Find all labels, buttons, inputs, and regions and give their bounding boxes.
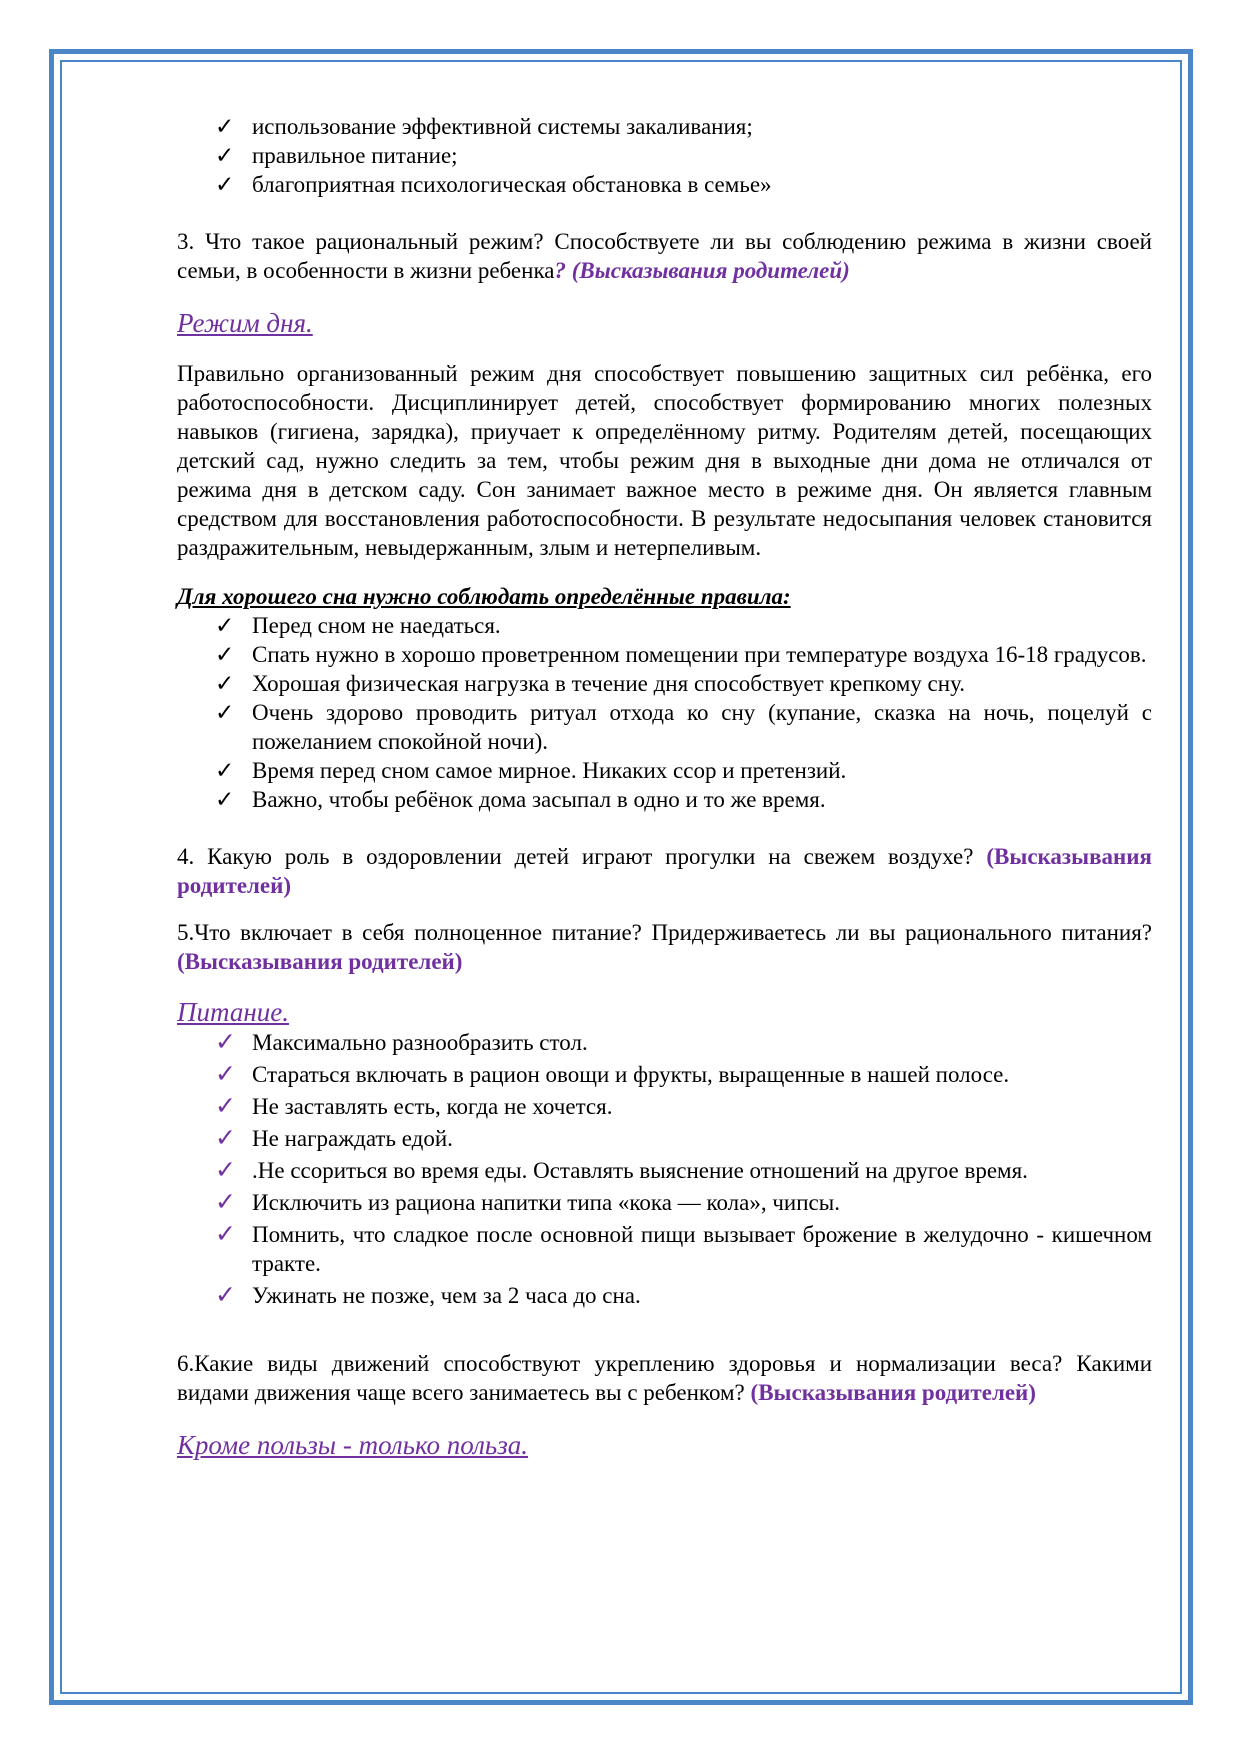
list-item: ✓ Ужинать не позже, чем за 2 часа до сна.: [215, 1282, 641, 1309]
list-item: ✓ Очень здорово проводить ритуал отхода ко сну (купание, сказка на ночь, поцелуй с пожеланием спокойной ночи).: [215, 700, 1152, 754]
sleep-rules-list: [177, 611, 1152, 814]
checkmark-icon: ✓: [215, 1221, 236, 1248]
list-item: ✓ .Не ссориться во время еды. Оставлять выяснение отношений на другое время.: [215, 1157, 1028, 1184]
checkmark-icon: ✓: [215, 1189, 236, 1216]
benefit-heading: Кроме пользы - только польза.: [177, 1430, 528, 1460]
parents-answer-label: ? (Высказывания родителей): [554, 258, 850, 283]
checkmark-icon: ✓: [215, 787, 235, 812]
checkmark-icon: ✓: [215, 1282, 236, 1309]
question-5: 5.Что включает в себя полноценное питание? Придерживаетесь ли вы рационального питания? (Высказывания родителей): [177, 920, 1152, 974]
checkmark-icon: ✓: [215, 700, 235, 725]
checkmark-icon: ✓: [215, 1157, 236, 1184]
checkmark-icon: ✓: [215, 671, 235, 696]
parents-answer-label: (Высказывания родителей): [750, 1380, 1036, 1405]
list-item: ✓ Не награждать едой.: [215, 1125, 453, 1152]
list-item: ✓ Стараться включать в рацион овощи и фрукты, выращенные в нашей полосе.: [215, 1061, 1010, 1088]
checkmark-icon: ✓: [215, 1029, 236, 1056]
checkmark-icon: ✓: [215, 143, 235, 168]
nutrition-heading: Питание.: [177, 997, 289, 1027]
list-item: ✓ Спать нужно в хорошо проветренном помещении при температуре воздуха 16-18 градусов.: [215, 642, 1147, 667]
question-6: 6.Какие виды движений способствуют укреплению здоровья и нормализации веса? Какими видами движения чаще всего занимаетесь вы с ребенком? (Высказывания родителей): [177, 1351, 1152, 1405]
nutrition-list: [177, 1028, 1152, 1310]
parents-answer-label: (Высказывания родителей): [177, 844, 1152, 898]
checkmark-icon: ✓: [215, 758, 235, 783]
question-3: 3. Что такое рациональный режим? Способствуете ли вы соблюдению режима в жизни своей семьи, в особенности в жизни ребенка? (Высказывания родителей): [177, 229, 1152, 283]
regime-heading: Режим дня.: [177, 308, 313, 338]
list-item: ✓ использование эффективной системы закаливания;: [215, 114, 753, 139]
list-item: ✓ Помнить, что сладкое после основной пищи вызывает брожение в желудочно - кишечном тракте.: [215, 1221, 1152, 1276]
checkmark-icon: ✓: [215, 1093, 236, 1120]
list-item: ✓ Максимально разнообразить стол.: [215, 1029, 588, 1056]
document-body: [177, 112, 1152, 1461]
list-item: ✓ Исключить из рациона напитки типа «кока — кола», чипсы.: [215, 1189, 840, 1216]
list-item: ✓ Важно, чтобы ребёнок дома засыпал в одно и то же время.: [215, 787, 826, 812]
question-4: 4. Какую роль в оздоровлении детей играют прогулки на свежем воздухе? (Высказывания родителей): [177, 844, 1152, 898]
list-item: ✓ Хорошая физическая нагрузка в течение дня способствует крепкому сну.: [215, 671, 966, 696]
regime-paragraph: Правильно организованный режим дня способствует повышению защитных сил ребёнка, его работоспособности. Дисциплинирует детей, способствует формированию многих полезных навыков (гигиена, зарядка), приучает к определённому ритму. Родителям детей, посещающих детский сад, нужно следить за тем, чтобы режим дня в выходные дни дома не отличался от режима дня в детском саду. Сон занимает важное место в режиме дня. Он является главным средством для восстановления работоспособности. В результате недосыпания человек становится раздражительным, невыдержанным, злым и нетерпеливым.: [177, 361, 1152, 560]
sleep-rules-heading: Для хорошего сна нужно соблюдать определённые правила:: [177, 584, 791, 609]
list-item: ✓ Перед сном не наедаться.: [215, 613, 501, 638]
parents-answer-label: (Высказывания родителей): [177, 949, 463, 974]
list-item: ✓ Не заставлять есть, когда не хочется.: [215, 1093, 613, 1120]
list-item: ✓ благоприятная психологическая обстановка в семье»: [215, 172, 772, 197]
list-item: ✓ правильное питание;: [215, 143, 458, 168]
checkmark-icon: ✓: [215, 613, 235, 638]
intro-list: [177, 112, 1152, 199]
list-item: ✓ Время перед сном самое мирное. Никаких ссор и претензий.: [215, 758, 847, 783]
checkmark-icon: ✓: [215, 1125, 236, 1152]
checkmark-icon: ✓: [215, 1061, 236, 1088]
checkmark-icon: ✓: [215, 172, 235, 197]
checkmark-icon: ✓: [215, 114, 235, 139]
checkmark-icon: ✓: [215, 642, 235, 667]
